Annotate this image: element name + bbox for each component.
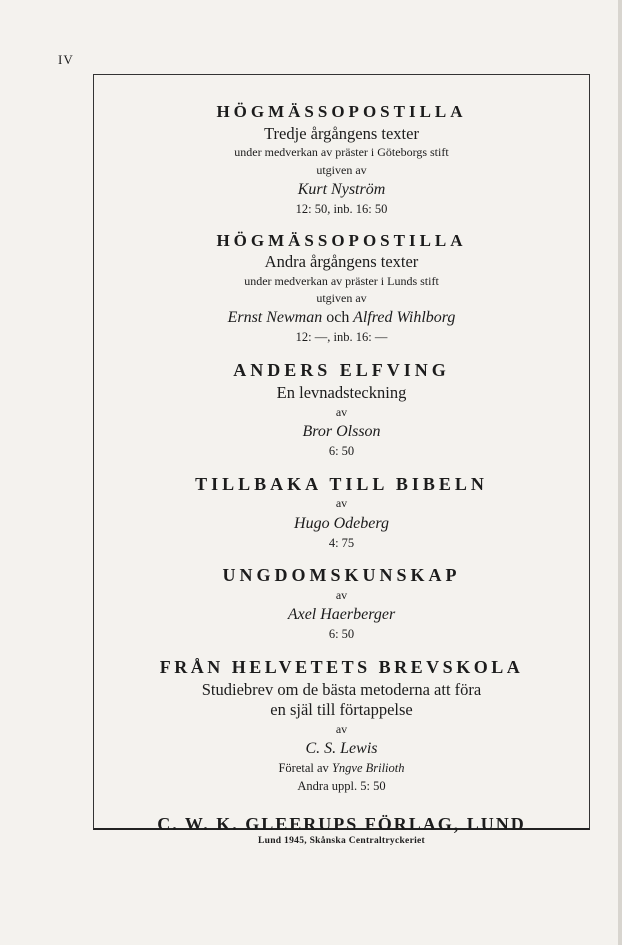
book-price: 6: 50	[328, 627, 355, 642]
book-author: Bror Olsson	[302, 422, 381, 440]
book-title: HÖGMÄSSOPOSTILLA	[216, 230, 467, 250]
book-title: HÖGMÄSSOPOSTILLA	[216, 102, 467, 121]
book-by: av	[335, 404, 348, 419]
book-price: 6: 50	[328, 443, 355, 458]
book-preface	[93, 760, 590, 777]
book-by: av	[335, 496, 348, 511]
book-subtitle: Andra årgångens texter	[264, 252, 419, 272]
page-edge	[618, 0, 622, 945]
book-subtitle: en själ till förtappelse	[270, 699, 413, 719]
book-authors	[93, 308, 590, 328]
book-price: 12: —, inb. 16: —	[295, 330, 388, 345]
book-subtitle: Tredje årgångens texter	[264, 123, 419, 143]
author-name: Alfred Wihlborg	[353, 309, 456, 327]
book-entry-anders-elfving	[93, 360, 590, 460]
book-by: av	[335, 588, 348, 603]
book-subtitle: Studiebrev om de bästa metoderna att föra	[201, 679, 482, 699]
book-title: FRÅN HELVETETS BREVSKOLA	[159, 657, 524, 678]
book-entry-ungdomskunskap	[93, 565, 590, 643]
book-by: av	[335, 721, 348, 736]
book-author: Hugo Odeberg	[294, 514, 389, 532]
book-author: Axel Haerberger	[287, 606, 396, 624]
book-author: C. S. Lewis	[305, 739, 378, 757]
book-collaboration: under medverkan av präster i Lunds stift	[244, 273, 439, 288]
page-number: IV	[58, 52, 74, 67]
book-collaboration: under medverkan av präster i Göteborgs stift	[234, 145, 449, 160]
author-name: Ernst Newman	[227, 309, 323, 327]
book-entry-hogmassopostilla-2	[93, 231, 590, 347]
preface-label: Företal av	[278, 760, 329, 775]
book-title: ANDERS ELFVING	[233, 360, 450, 381]
preface-author: Yngve Brilioth	[331, 760, 405, 775]
publisher-name: C. W. K. GLEERUPS FÖRLAG, LUND	[157, 814, 526, 835]
printer-imprint: Lund 1945, Skånska Centraltryckeriet	[257, 836, 426, 846]
book-price: 12: 50, inb. 16: 50	[295, 201, 388, 216]
book-editor-label: utgiven av	[316, 162, 367, 177]
book-price: 4: 75	[328, 535, 355, 550]
book-subtitle: En levnadsteckning	[276, 382, 407, 402]
book-title: UNGDOMSKUNSKAP	[222, 565, 461, 586]
book-author: Kurt Nyström	[297, 180, 386, 198]
book-title: TILLBAKA TILL BIBELN	[195, 473, 488, 494]
book-editor-label: utgiven av	[316, 291, 367, 306]
advertisement-content	[93, 84, 590, 835]
book-entry-tillbaka-till-bibeln	[93, 474, 590, 552]
book-entry-fran-helvetets-brevskola	[93, 657, 590, 794]
book-entry-hogmassopostilla-3	[93, 102, 590, 218]
author-join: och	[326, 309, 350, 327]
book-edition-price: Andra uppl. 5: 50	[297, 778, 386, 793]
